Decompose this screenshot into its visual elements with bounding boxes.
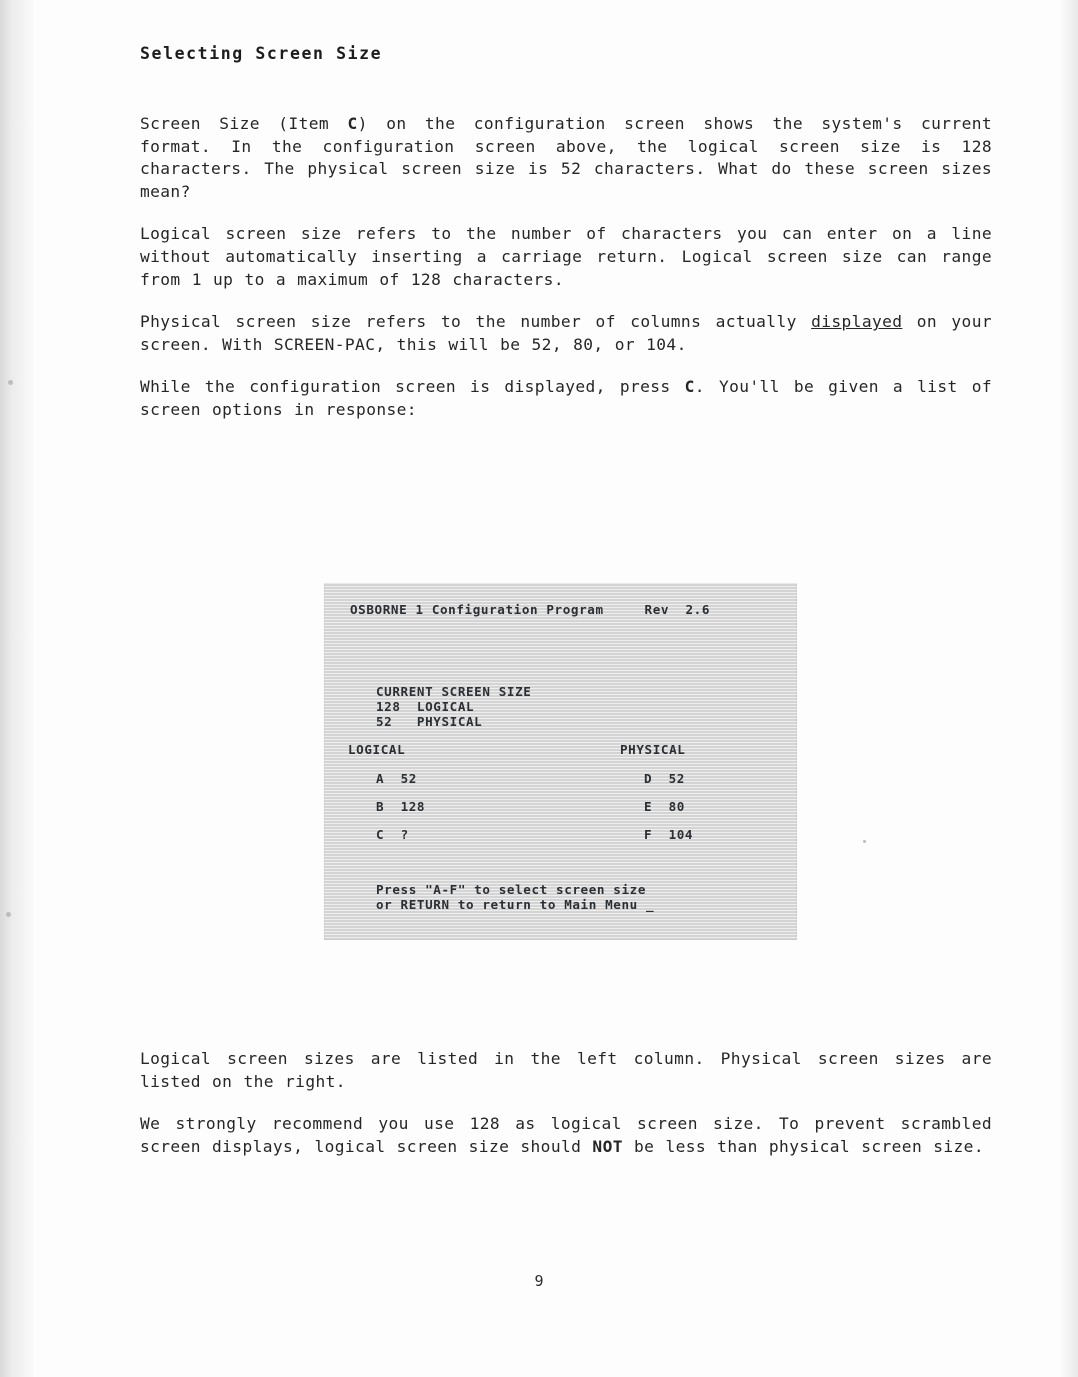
paragraph-1 <box>140 113 992 203</box>
paragraph-5-run-1: Logical screen sizes are listed in the left column. Physical screen sizes are listed on the right. <box>140 1049 992 1091</box>
crt-header: OSBORNE 1 Configuration Program Rev 2.6 <box>350 602 711 617</box>
crt-footer-line-2: or RETURN to return to Main Menu _ <box>376 897 655 912</box>
scan-speck <box>8 380 13 385</box>
crt-option-c <box>376 827 409 842</box>
paragraph-4 <box>140 376 992 421</box>
crt-option-c-key: C <box>376 827 385 842</box>
scan-speck <box>863 840 866 843</box>
crt-current-physical: 52 PHYSICAL <box>376 714 483 729</box>
page-content-lower <box>140 1048 992 1158</box>
crt-option-e-value: 80 <box>668 799 685 814</box>
crt-option-d-key: D <box>644 771 653 786</box>
paragraph-2 <box>140 223 992 291</box>
paragraph-6-run-2: NOT <box>592 1136 623 1156</box>
paragraph-1-run-3: ) on the configuration screen shows the system's current format. In the configuration screen above, the logical screen size is 128 characters. The physical screen size is 52 characters. What do these screen sizes mean? <box>140 114 992 201</box>
page-content <box>140 44 992 422</box>
scan-speck <box>6 912 11 917</box>
crt-option-b <box>376 799 425 814</box>
crt-option-e-key: E <box>644 799 653 814</box>
scan-speck <box>1063 667 1067 671</box>
paragraph-4-run-2: C <box>684 377 695 397</box>
crt-column-header-physical: PHYSICAL <box>620 742 686 757</box>
paragraph-3 <box>140 311 992 356</box>
crt-current-screen-size-title: CURRENT SCREEN SIZE <box>376 684 532 699</box>
paragraph-6-run-3: be less than physical screen size. <box>622 1136 984 1156</box>
paragraph-6 <box>140 1113 992 1158</box>
paragraph-4-run-1: While the configuration screen is displayed, press <box>140 377 685 397</box>
paragraph-5 <box>140 1048 992 1093</box>
page-number: 9 <box>534 1272 544 1290</box>
paragraph-1-run-1: Screen Size (Item <box>140 114 348 133</box>
crt-option-f <box>644 827 693 842</box>
paragraph-4-run-3: . You'll be given a list of screen options in response: <box>140 377 992 419</box>
crt-option-c-value: ? <box>400 827 409 842</box>
page-title: Selecting Screen Size <box>140 44 383 63</box>
crt-footer-line-1: Press "A-F" to select screen size <box>376 882 647 897</box>
crt-option-b-key: B <box>376 799 385 814</box>
paragraph-1-run-2: C <box>347 114 358 133</box>
crt-option-b-value: 128 <box>400 799 426 814</box>
crt-screen <box>324 583 797 940</box>
crt-option-d <box>644 771 685 786</box>
paragraph-3-run-2-emphasis: displayed <box>811 312 903 332</box>
paragraph-6-run-1: We strongly recommend you use 128 as logical screen size. To prevent scrambled screen displays, logical screen size should <box>140 1114 992 1156</box>
crt-option-a <box>376 771 417 786</box>
crt-option-a-key: A <box>376 771 385 786</box>
crt-current-logical: 128 LOGICAL <box>376 699 475 714</box>
crt-option-a-value: 52 <box>400 771 417 786</box>
crt-option-e <box>644 799 685 814</box>
paragraph-3-run-3: on your screen. With SCREEN-PAC, this will be 52, 80, or 104. <box>140 312 992 354</box>
crt-option-f-key: F <box>644 827 653 842</box>
crt-column-header-logical: LOGICAL <box>348 742 406 757</box>
crt-option-d-value: 52 <box>668 771 685 786</box>
configuration-screen-figure <box>324 583 797 940</box>
paragraph-3-run-1: Physical screen size refers to the number of columns actually <box>140 312 812 332</box>
crt-option-f-value: 104 <box>668 827 694 842</box>
paragraph-2-run-1: Logical screen size refers to the number of characters you can enter on a line without automatically inserting a carriage return. Logical screen size can range from 1 up to a maximum of 128 characters. <box>140 224 992 289</box>
